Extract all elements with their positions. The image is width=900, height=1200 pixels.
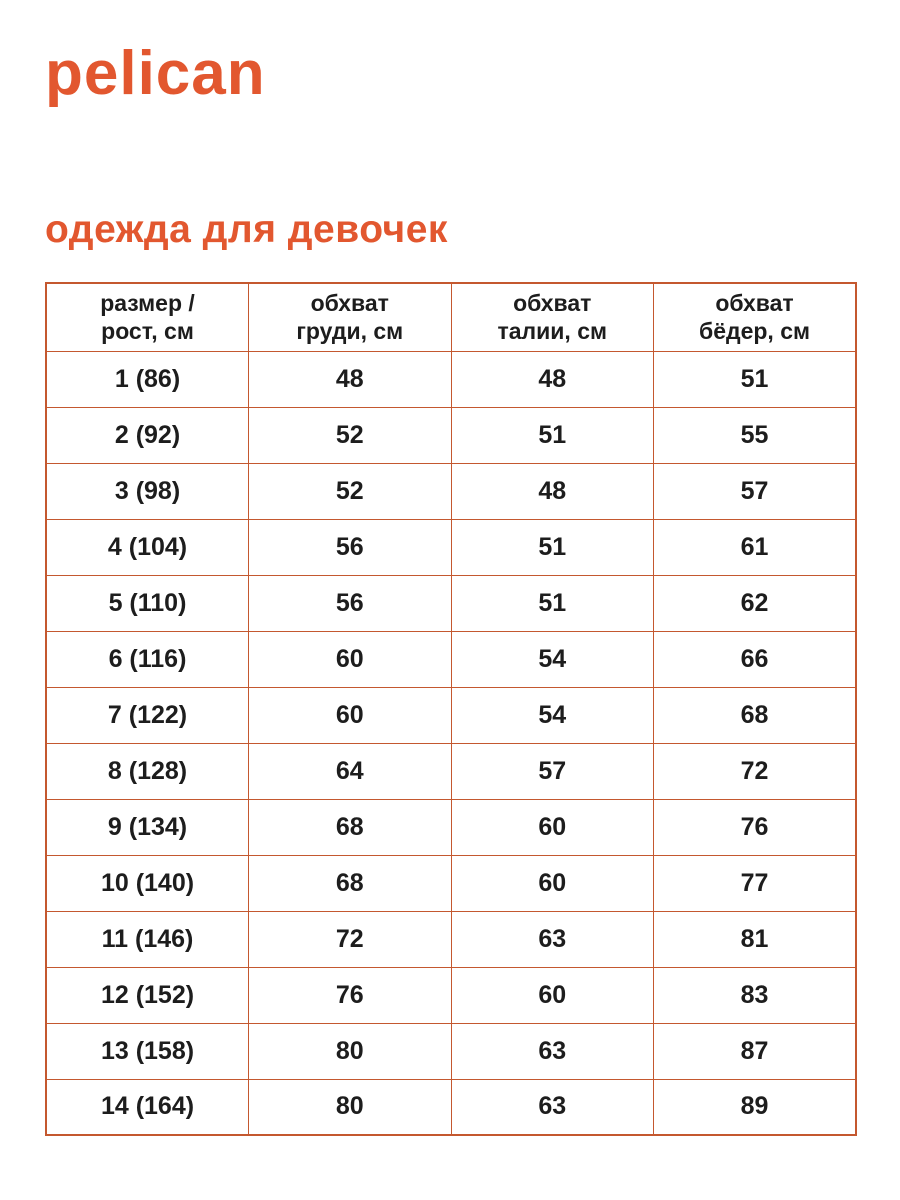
cell-size: 1 (86) — [46, 351, 249, 407]
column-header-3: обхват бёдер, см — [654, 283, 857, 351]
table-row — [46, 519, 856, 575]
cell-chest: 60 — [249, 687, 452, 743]
cell-size: 12 (152) — [46, 967, 249, 1023]
cell-waist: 48 — [451, 463, 654, 519]
table-row — [46, 631, 856, 687]
cell-waist: 57 — [451, 743, 654, 799]
cell-hips: 76 — [654, 799, 857, 855]
table-row — [46, 687, 856, 743]
cell-hips: 51 — [654, 351, 857, 407]
cell-hips: 55 — [654, 407, 857, 463]
cell-hips: 83 — [654, 967, 857, 1023]
table-row — [46, 799, 856, 855]
table-row — [46, 911, 856, 967]
cell-waist: 63 — [451, 911, 654, 967]
cell-chest: 76 — [249, 967, 452, 1023]
column-header-0: размер / рост, см — [46, 283, 249, 351]
cell-chest: 68 — [249, 799, 452, 855]
cell-chest: 48 — [249, 351, 452, 407]
cell-hips: 62 — [654, 575, 857, 631]
table-row — [46, 743, 856, 799]
cell-hips: 89 — [654, 1079, 857, 1135]
cell-waist: 51 — [451, 519, 654, 575]
cell-size: 9 (134) — [46, 799, 249, 855]
pelican-logo: pelican — [45, 39, 266, 108]
cell-chest: 64 — [249, 743, 452, 799]
size-chart-table — [45, 282, 857, 1136]
cell-waist: 48 — [451, 351, 654, 407]
cell-size: 5 (110) — [46, 575, 249, 631]
table-row — [46, 463, 856, 519]
cell-chest: 80 — [249, 1079, 452, 1135]
cell-chest: 60 — [249, 631, 452, 687]
cell-chest: 56 — [249, 519, 452, 575]
cell-chest: 68 — [249, 855, 452, 911]
cell-hips: 77 — [654, 855, 857, 911]
column-header-1: обхват груди, см — [249, 283, 452, 351]
header-row — [46, 283, 856, 351]
column-header-2: обхват талии, см — [451, 283, 654, 351]
cell-waist: 63 — [451, 1023, 654, 1079]
cell-size: 4 (104) — [46, 519, 249, 575]
cell-chest: 52 — [249, 407, 452, 463]
cell-waist: 60 — [451, 967, 654, 1023]
cell-chest: 56 — [249, 575, 452, 631]
cell-chest: 80 — [249, 1023, 452, 1079]
cell-chest: 72 — [249, 911, 452, 967]
cell-size: 2 (92) — [46, 407, 249, 463]
size-chart-body — [46, 351, 856, 1135]
cell-hips: 81 — [654, 911, 857, 967]
table-row — [46, 407, 856, 463]
cell-hips: 66 — [654, 631, 857, 687]
table-row — [46, 967, 856, 1023]
cell-size: 14 (164) — [46, 1079, 249, 1135]
cell-size: 10 (140) — [46, 855, 249, 911]
table-row — [46, 351, 856, 407]
cell-chest: 52 — [249, 463, 452, 519]
size-chart-header — [46, 283, 856, 351]
cell-waist: 60 — [451, 799, 654, 855]
cell-hips: 72 — [654, 743, 857, 799]
cell-waist: 54 — [451, 687, 654, 743]
cell-hips: 87 — [654, 1023, 857, 1079]
cell-waist: 51 — [451, 575, 654, 631]
cell-size: 11 (146) — [46, 911, 249, 967]
cell-waist: 60 — [451, 855, 654, 911]
cell-size: 13 (158) — [46, 1023, 249, 1079]
cell-waist: 51 — [451, 407, 654, 463]
table-row — [46, 855, 856, 911]
cell-size: 3 (98) — [46, 463, 249, 519]
cell-size: 6 (116) — [46, 631, 249, 687]
table-row — [46, 1023, 856, 1079]
table-row — [46, 1079, 856, 1135]
cell-waist: 54 — [451, 631, 654, 687]
cell-size: 7 (122) — [46, 687, 249, 743]
page-title: одежда для девочек — [45, 208, 448, 252]
table-row — [46, 575, 856, 631]
cell-waist: 63 — [451, 1079, 654, 1135]
cell-hips: 68 — [654, 687, 857, 743]
cell-hips: 61 — [654, 519, 857, 575]
cell-size: 8 (128) — [46, 743, 249, 799]
cell-hips: 57 — [654, 463, 857, 519]
